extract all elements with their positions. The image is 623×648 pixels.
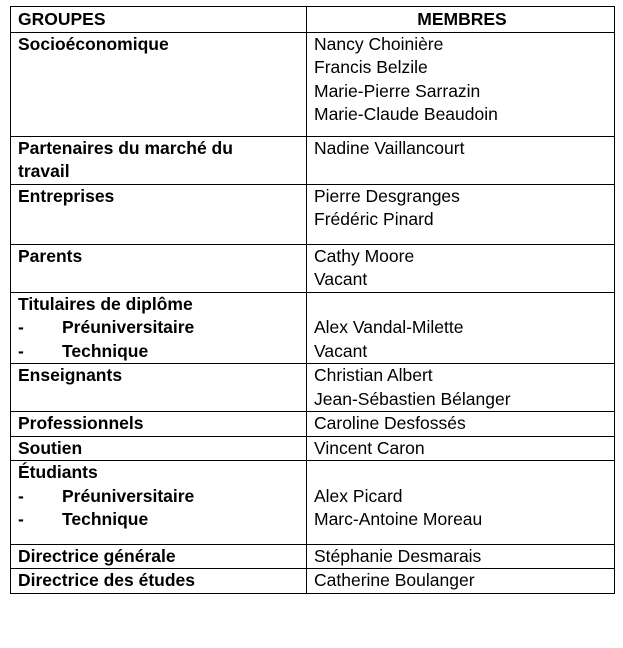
member-name: Frédéric Pinard: [314, 209, 434, 229]
bullet-dash: -: [18, 509, 24, 529]
table-row: [11, 544, 615, 569]
group-label: Soutien: [18, 437, 83, 458]
subgroup-label: Technique: [62, 509, 149, 529]
group-label: Titulaires de diplôme: [18, 293, 193, 314]
group-cell: [11, 244, 307, 292]
table-row: [11, 569, 615, 594]
member-name: Cathy Moore: [314, 245, 415, 266]
member-name: Pierre Desgranges: [314, 185, 460, 206]
member-name: Marie-Pierre Sarrazin: [314, 80, 481, 101]
members-cell: [307, 32, 615, 136]
group-label: Professionnels: [18, 413, 144, 433]
groups-members-table: [10, 6, 615, 594]
group-label: Entreprises: [18, 185, 115, 206]
group-cell: [11, 292, 307, 364]
group-label: Étudiants: [18, 462, 98, 482]
member-name: Alex Vandal-Milette: [314, 317, 464, 337]
members-cell: [307, 461, 615, 545]
table-row: [11, 292, 615, 364]
members-cell: [307, 412, 615, 437]
member-name: Nadine Vaillancourt: [314, 137, 465, 158]
subgroup-label: Préuniversitaire: [62, 317, 195, 337]
member-name: Jean-Sébastien Bélanger: [314, 388, 511, 409]
group-cell: [11, 412, 307, 437]
member-name: Marc-Antoine Moreau: [314, 509, 483, 529]
table-header-row: [11, 7, 615, 33]
subgroup-item: [18, 340, 302, 364]
members-cell: [307, 364, 615, 412]
group-label-continued: travail: [18, 161, 70, 181]
subgroup-item: [18, 316, 302, 340]
member-name: Caroline Desfossés: [314, 413, 466, 433]
bullet-dash: -: [18, 485, 24, 506]
spacer: [314, 293, 610, 317]
table-row: [11, 436, 615, 461]
group-label: Socioéconomique: [18, 33, 169, 54]
table-row: [11, 184, 615, 244]
members-cell: [307, 544, 615, 569]
member-name: Stéphanie Desmarais: [314, 545, 482, 566]
group-label: Parents: [18, 245, 83, 266]
group-label: Directrice des études: [18, 570, 196, 590]
group-label: Partenaires du marché du: [18, 137, 233, 158]
header-membres: MEMBRES: [307, 7, 615, 33]
table-row: [11, 364, 615, 412]
group-label: Directrice générale: [18, 545, 176, 566]
member-name: Christian Albert: [314, 365, 433, 385]
members-cell: [307, 292, 615, 364]
member-name: Alex Picard: [314, 485, 403, 506]
bullet-dash: -: [18, 340, 24, 361]
members-cell: [307, 136, 615, 184]
subgroup-label: Préuniversitaire: [62, 485, 195, 506]
group-cell: [11, 461, 307, 545]
table-row: [11, 32, 615, 136]
group-cell: [11, 544, 307, 569]
members-cell: [307, 569, 615, 594]
header-groupes: GROUPES: [11, 7, 307, 33]
member-name: Marie-Claude Beaudoin: [314, 104, 498, 124]
group-cell: [11, 184, 307, 244]
member-name: Vacant: [314, 269, 368, 289]
bullet-dash: -: [18, 317, 24, 337]
subgroup-label: Technique: [62, 340, 149, 361]
spacer: [314, 461, 610, 485]
table-row: [11, 412, 615, 437]
members-cell: [307, 184, 615, 244]
group-label: Enseignants: [18, 365, 123, 385]
table-row: [11, 244, 615, 292]
table-row: [11, 136, 615, 184]
group-cell: [11, 136, 307, 184]
subgroup-item: [18, 508, 302, 532]
subgroup-item: [18, 485, 302, 509]
group-cell: [11, 364, 307, 412]
member-name: Nancy Choinière: [314, 33, 444, 54]
group-cell: [11, 32, 307, 136]
members-cell: [307, 436, 615, 461]
member-name: Catherine Boulanger: [314, 570, 475, 590]
member-name: Vacant: [314, 340, 368, 361]
group-cell: [11, 569, 307, 594]
member-name: Vincent Caron: [314, 437, 425, 458]
member-name: Francis Belzile: [314, 57, 428, 77]
members-cell: [307, 244, 615, 292]
table-row: [11, 461, 615, 545]
group-cell: [11, 436, 307, 461]
